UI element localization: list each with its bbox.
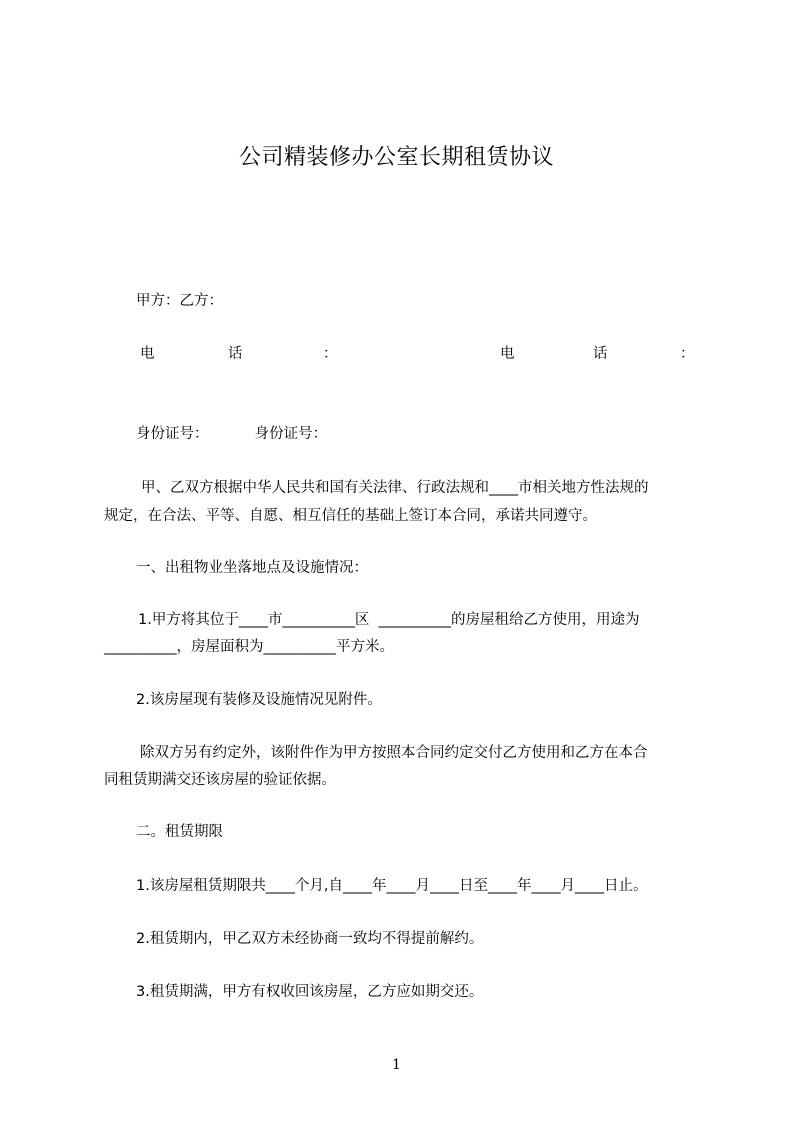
page-number: 1 <box>392 1057 401 1073</box>
intro-paragraph-line-1: 甲、乙双方根据中华人民共和国有关法律、行政法规和____市相关地方性法规的 <box>141 480 649 496</box>
phone-label-2-char-2: 话 <box>593 346 608 362</box>
section-2-item-1: 1.该房屋租赁期限共____个月,自____年____月____日至____年____月____日止。 <box>136 878 648 894</box>
parties-line: 甲方：乙方： <box>136 293 223 309</box>
phone-row <box>140 344 695 364</box>
section-2-item-2: 2.租赁期内，甲乙双方未经协商一致均不得提前解约。 <box>136 931 484 947</box>
phone-label-2-char-1: 电 <box>500 346 515 362</box>
section-2-heading: 二。租赁期限 <box>136 824 223 840</box>
phone-label-1-colon: ： <box>323 346 338 362</box>
document-title: 公司精装修办公室长期租赁协议 <box>238 145 554 170</box>
section-1-heading: 一、出租物业坐落地点及设施情况： <box>136 560 368 576</box>
phone-label-1-char-2: 话 <box>228 346 243 362</box>
phone-label-2-colon: ： <box>680 346 695 362</box>
phone-label-1-char-1: 电 <box>140 346 155 362</box>
section-1-item-2: 2.该房屋现有装修及设施情况见附件。 <box>136 692 382 708</box>
section-2-item-3: 3.租赁期满，甲方有权收回该房屋，乙方应如期交还。 <box>136 984 484 1000</box>
section-1-item-1-line-1: 1.甲方将其位于____市__________区 __________的房屋租给乙方使用，用途为 <box>138 612 640 628</box>
section-1-note-line-1: 除双方另有约定外，该附件作为甲方按照本合同约定交付乙方使用和乙方在本合 <box>140 745 648 761</box>
section-1-note-line-2: 同租赁期满交还该房屋的验证依据。 <box>104 772 336 788</box>
section-1-item-1-line-2: __________，房屋面积为__________平方米。 <box>104 639 394 655</box>
intro-paragraph-line-2: 规定，在合法、平等、自愿、相互信任的基础上签订本合同，承诺共同遵守。 <box>104 508 597 524</box>
id-number-line: 身份证号： 身份证号： <box>136 426 328 442</box>
